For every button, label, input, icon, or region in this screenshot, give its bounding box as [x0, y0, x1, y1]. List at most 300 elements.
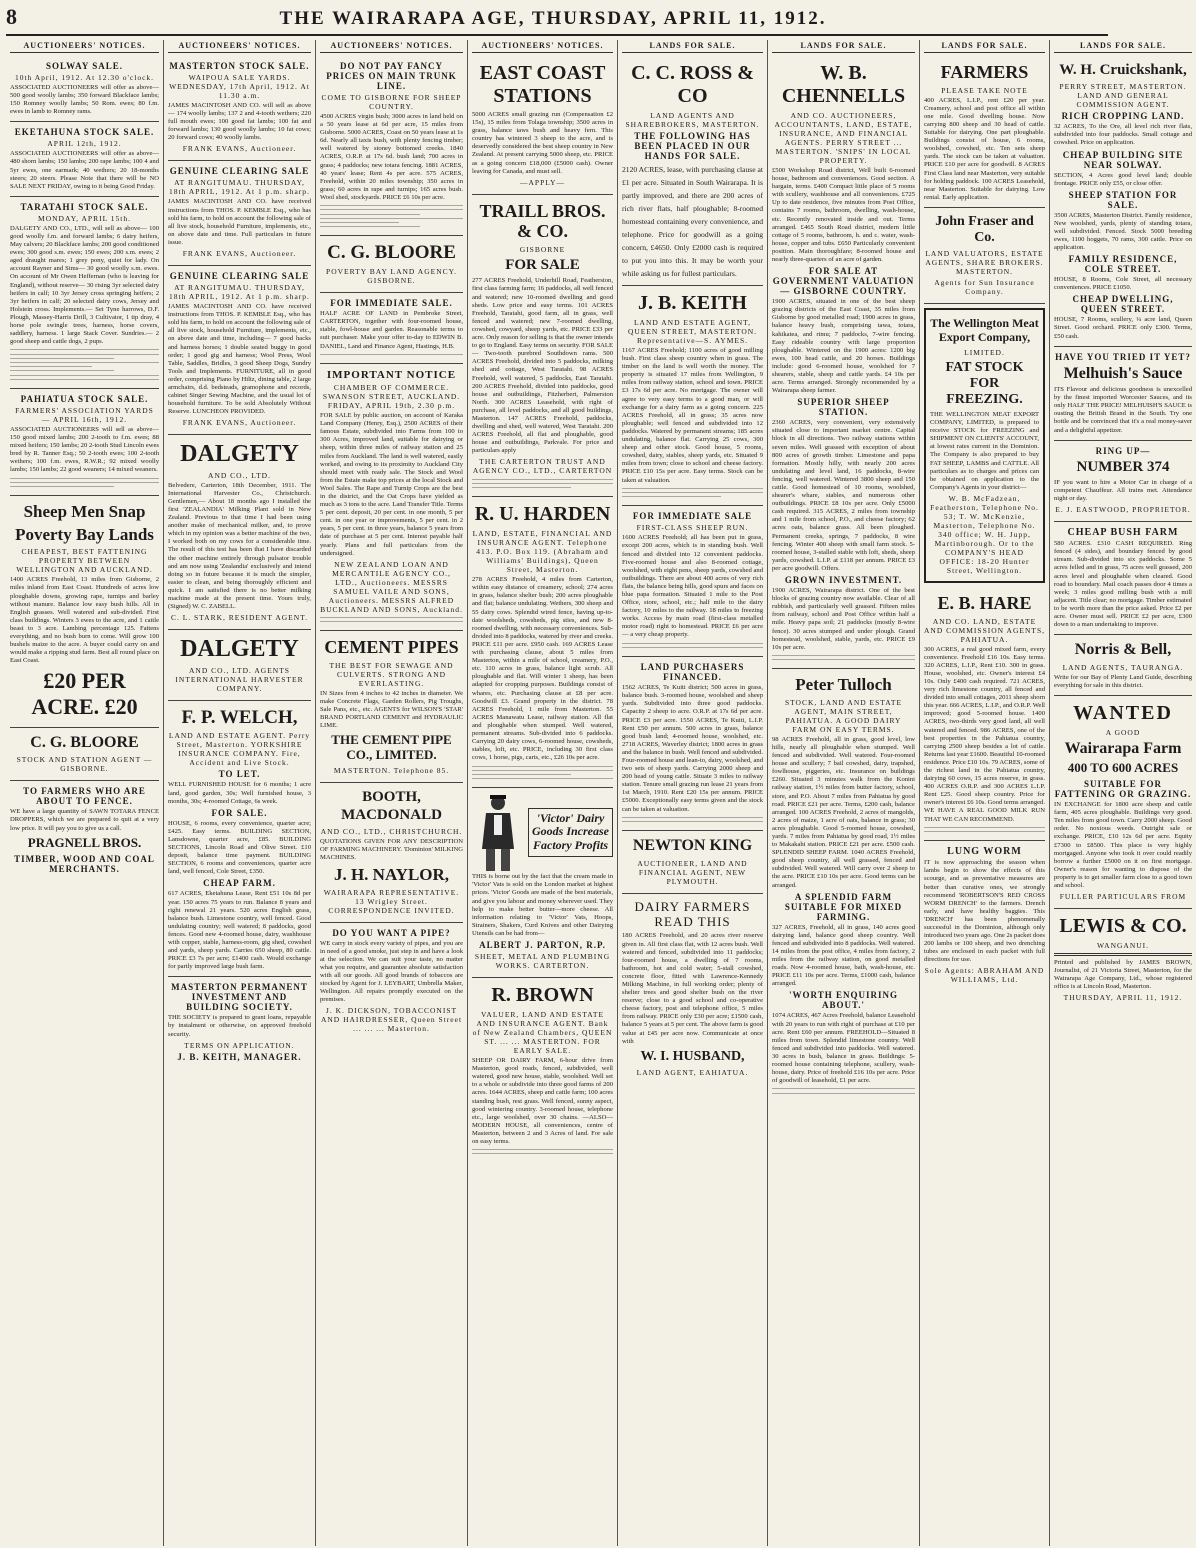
ad-body: WE have a large quantity of SAWN TOTARA FENCE DROPPERS, which we are prepared to quit at a very low price. It will pay you to give us a call. — [10, 808, 159, 832]
small-print-line — [622, 488, 763, 489]
ad-title: Sheep Men Snap — [23, 502, 146, 522]
ad-signature: MASTERTON. Telephone 85. — [333, 766, 450, 776]
ad-body: SHEEP OR DAIRY FARM, 6-hour drive from Masterton, good roads, fenced, subdivided, well watered, good new house, stable, woolshed. Well set to a whole or subdivide into three good farms of 200 acres. 1644 ACRES, sheep and cattle farm; 100 acres standing bush, rest grass. Well fenced, sunny aspect, good wintering country. 3-roomed house, telephone etc., large woolshed, over 30 chains. —ALSO— MODERN HOUSE, all conveniences, centre of Masterton, between 2 and 3 Acres of land. For sale on easy terms. — [472, 1057, 613, 1145]
small-print-line — [10, 370, 114, 371]
column-1 — [6, 40, 164, 1546]
ad-dalgety-zealandia — [168, 435, 311, 630]
ad-heading: FOR SALE AT GOVERNMENT VALUATION — GISBORNE COUNTRY. — [772, 266, 915, 297]
ad-bloore-agency — [320, 236, 463, 293]
ad-body: THE WELLINGTON MEAT EXPORT COMPANY, LIMITED, is prepared to receive STOCK for FREEZING and SHIPMENT ON CLIENTS' ACCOUNT, at lowest rates current in the Dominion. The Company is also prepared to buy FAT SHEEP, LAMBS and CATTLE. All particulars as to charges and prices can be obtained on application to the Company's Agents in your district— — [930, 410, 1039, 491]
ad-subheading: COME TO GISBORNE FOR SHEEP COUNTRY. — [321, 93, 462, 111]
ad-body: Belvedere, Carterton, 18th December, 1911. The International Harvester Co., Christchurch. Gentlemen,— About 18 months ago I installed the first 'ZEALANDIA' Milking Plant sold in New Zealand. Previous to that time I had been using another make of mechanical milker, and, to prove which in my opinion was a better machine of the two, I worked both on my cows for a considerable time. The result of this test has been that I have discarded the other machine entirely through pulsator trouble and am now using 'Zealandia' exclusively and intend doing so in future because it is much the simpler, easier to clean, and being thoroughly efficient and quick. I am satisfied there is no better milking machine made at the present time. Yours truly, (Signed) W. C. ZABELL. — [168, 481, 311, 611]
ad-heading: HAVE YOU TRIED IT YET? — [1055, 351, 1191, 362]
ad-first-class-sheep-run — [622, 506, 763, 657]
ad-masterton-stock-sale — [168, 56, 311, 161]
ad-subheading: FIRST-CLASS SHEEP RUN. — [636, 523, 749, 533]
ad-newton-king — [622, 831, 763, 893]
small-print-line — [772, 655, 915, 656]
ad-title: WANTED — [1073, 701, 1173, 724]
ad-pahiatua-sale — [10, 389, 159, 496]
ad-body: 327 ACRES, Freehold, all in grass, 140 acres good dairying land, balance good sheep country. Well fenced and subdivided into 8 paddocks. Well watered. 14 miles from the post office, 4 miles from factory, 2 miles from the railway station, on good metalled roads. Now 4-roomed house, bath, wash-house, etc. PRICE £11 10s per acre. Terms, £1000 cash, balance arranged. — [772, 923, 915, 988]
column-2 — [164, 40, 316, 1546]
text-lines — [772, 1088, 915, 1093]
ad-body: JAMES MACINTOSH AND CO. will sell as above— 174 woolly lambs; 137 2 and 4-tooth wethers; 220 full mouth ewes; 100 good fat lambs; 100 fat and forward lambs; 130 good woolly lambs; 10 fat cows; 20 forward cows; 40 woolly lambs. — [168, 102, 311, 142]
ad-subheading: AND CO., LTD., CHRISTCHURCH. — [320, 826, 463, 836]
small-print-line — [320, 205, 463, 206]
ad-title: C. G. BLOORE — [327, 242, 456, 264]
ad-heading: TARATAHI STOCK SALE. — [20, 201, 149, 212]
ad-body: JAMES MACINTOSH AND CO. have received instructions from THOS. P. KEMBLE Esq., who has sold his farm, to hold on account the following sale of all live stock, household Furniture, implements, etc., on above date and time, including— 7 good hacks and harness horses; 1 double seated buggy in good order; 1 good gig and harness; Wool Press, Wool Table, Saddles, Bridles, 3 good Sheep Dogs, Sundry Tools and Implements. FURNITURE, all in good order, comprising Piano by Hiltz, dining table, 2 large armchairs, d.d. bedsteads, gramophone and records, cabinet Singer Sewing Machine, and the usual lot of household furniture. To be sold Absolutely Without Reserve. LUNCHEON PROVIDED. — [168, 303, 311, 416]
ad-bloore-stock — [10, 728, 159, 781]
ad-signature: ALBERT J. PARTON, R.P. — [479, 940, 606, 951]
ad-body: WELL FURNISHED HOUSE for 6 months; 1 acre land, good garden, 30s; Well furnished house, 3 months, 30s; 4-roomed Cottage, 6s week. — [168, 781, 311, 805]
ad-title: W. B. CHENNELLS — [781, 62, 906, 107]
ad-subheading: TERMS ON APPLICATION. — [184, 1040, 295, 1050]
ad-heading: GENUINE CLEARING SALE — [169, 166, 310, 177]
ad-signature: J. B. KEITH, MANAGER. — [177, 1051, 302, 1062]
small-print-line — [622, 817, 763, 818]
ad-subheading: LAND AGENTS, TAURANGA. — [1062, 662, 1184, 672]
ad-heading: GROWN INVESTMENT. — [784, 575, 903, 586]
small-print-line — [320, 222, 399, 223]
ad-subheading: AND CO. LAND, ESTATE AND COMMISSION AGENTS, PAHIATUA. — [924, 616, 1045, 644]
ad-chennells — [772, 56, 915, 669]
ad-clearing-sale-1 — [168, 161, 311, 266]
ad-body: SECTION, 4 Acres good level land; double frontage. PRICE only £55, or close offer. — [1054, 171, 1192, 187]
divider — [1054, 953, 1192, 956]
ad-body: ASSOCIATED AUCTIONEERS will offer as above—500 good woolly lambs; 350 forward Blackface lambs; 150 Romney woolly lambs; 50 Rom. ewes; 80 f.m. ewes in lamb to Romney rams. — [10, 84, 159, 116]
small-print-line — [10, 379, 159, 380]
ad-traill-bros — [472, 195, 613, 497]
ad-title: 'Victor' Dairy Goods Increase Factory Profits — [528, 808, 613, 857]
small-print-line — [924, 831, 1045, 832]
ad-heading: GENUINE CLEARING SALE — [169, 271, 310, 282]
small-print-line — [622, 496, 721, 497]
small-print-line — [10, 362, 159, 363]
ad-subheading: WAIPOUA SALE YARDS. WEDNESDAY, 17th April, 1912. At 11.30 a.m. — [169, 73, 310, 100]
ad-signature: C. L. STARK, RESIDENT AGENT. — [170, 613, 309, 623]
ad-heading: A SPLENDID FARM SUITABLE FOR MIXED FARMING. — [784, 891, 903, 922]
ad-body: 1600 ACRES Freehold; all has been put in grass, except 200 acres, which is in standing bush. Well fenced and divided into 12 convenient paddocks. Five-roomed house and also 8-roomed cottage, woolshed, with eight pens, sheep yards, cowshed and outbuildings. There are about 400 acres of very rich flats, the balance being hills, good spurs and faces on blue papa formation. Situated 1 mile to the Post Office, store, school, etc.; half mile to the dairy factory, 10 miles to the railway. 18 miles to freezing works. Access by main road (first-class metalled motor road) right to homestead. PRICE £6 per acre— a very cheap property. — [622, 534, 763, 639]
ad-title: BOOTH, MACDONALD — [341, 789, 442, 823]
column-4 — [468, 40, 618, 1546]
ad-subheading: LIMITED. — [964, 347, 1005, 357]
ad-poverty-bay-lands — [10, 496, 159, 728]
ad-title: DALGETY — [180, 636, 299, 663]
ad-title: J. H. NAYLOR, — [333, 865, 450, 885]
ad-heading: CHEAP BUILDING SITE NEAR SOLWAY. — [1062, 149, 1184, 170]
small-print-line — [320, 218, 463, 219]
ad-cruickshank — [1054, 56, 1192, 347]
ad-heading: THE FOLLOWING HAS BEEN PLACED IN OUR HANDS FOR SALE. — [634, 131, 751, 161]
section-header: AUCTIONEERS' NOTICES. — [472, 40, 613, 53]
ad-lung-worm — [924, 841, 1045, 991]
small-print-line — [320, 354, 463, 355]
small-print-line — [10, 358, 114, 359]
small-print-line — [10, 478, 159, 479]
small-print-line — [622, 643, 763, 644]
ad-body: HOUSE, 7 Rooms, scullery, ¼ acre land, Queen Street. Good orchard. PRICE only £300. Terms, £50 cash. — [1054, 316, 1192, 340]
newspaper-title: THE WAIRARAPA AGE, THURSDAY, APRIL 11, 1912. — [279, 8, 827, 29]
ad-signature: E. J. EASTWOOD, PROPRIETOR. — [1055, 505, 1191, 515]
ad-title: FARMERS — [940, 62, 1029, 82]
ad-title: F. P. WELCH, — [181, 706, 298, 728]
ad-heading: FAMILY RESIDENCE, COLE STREET. — [1068, 254, 1178, 275]
ad-title: DALGETY — [180, 441, 299, 468]
ad-body: 4500 ACRES virgin bush; 3000 acres in land held on a 50 years lease at 6d per acre, 15 miles from Gisborne. 5000 ACRES, Coast on 50 years lease at 1s 6d. Nearly all taxis bush, with plenty fencing timber; well watered by stoney bottomed creeks. 1840 ACRES, O.R.P. at 17s 6d. bush land; 700 acres in grass; 4 paddocks; new totara fencing. 1881 ACRES, 40 years' lease; Rent 4s per acre. 575 ACRES, Freehold, within 20 miles township; 350 acres in grass; 60 acres in rape and turnips; 165 acres bush. Wool shed, stockyards. PRICE £6 10s per acre. — [320, 113, 463, 201]
ad-body: 277 ACRES Freehold, Underhill Road, Featherston, first class farming farm; 16 paddocks, all well fenced and watered; new 10-roomed dwelling and good sheds. Low price and easy terms. 101 ACRES Freehold, Taratahi, good farm, all in grass, well fenced and watered; new 7-roomed dwelling, cowshed, cowyard, sheep yards, etc. PRICE £33 per acre. Only reason for selling is that the owner intends to go to England. Easy terms on security. FOR SALE— Two-tooth purebred Southdown rams. 500 ACRES Freehold, divided into 5 paddocks, milking shed and cottage, West Taratahi. 98 ACRES Freehold, well watered, 5 paddocks, East Taratahi. 200 ACRES Freehold, divided into paddocks, good house and outbuildings, Fitzherbert, Palmerston North. 300 ACRES Leasehold, with right of purchase, all level paddocks, and all good buildings, Masterton. 147 ACRES Freehold, paddocks, dwelling and shed, well watered, West Taratahi. 200 ACRES Freehold, all flat and ploughable, good house and outbuildings, Parkvale. For price and particulars apply — [472, 277, 613, 455]
ad-title: John Fraser and Co. — [935, 213, 1034, 245]
ad-booth-macdonald — [320, 783, 463, 922]
ad-body: 1400 ACRES Freehold, 13 miles from Gisborne, 2 miles inland from East Coast. Hundreds of acres low ploughable downs, growing rape, turnips and barley without manure. Balance low easy bush hills. All in English grasses. Well watered and sub-divided. First class buildings. Winters 3 ewes to the acre, and 1 cattle beast to 3 acre. Lambing percentage 125. Fattens everything, and no bush burn to come. Will grow 100 bushels maize to the acre. A buyer could carry on and would make a ripping stud farm. Best all round place on East Coast. — [10, 576, 159, 665]
section-header: AUCTIONEERS' NOTICES. — [320, 40, 463, 53]
ad-signature: FRANK EVANS, Auctioneer. — [182, 418, 297, 428]
small-print-line — [10, 486, 114, 487]
ad-title: LEWIS & CO. — [1059, 915, 1187, 938]
ad-r-brown — [472, 978, 613, 1163]
small-print-line — [10, 375, 159, 376]
ad-body: 32 ACRES, To the Ore, all level rich river flats, subdivided into four paddocks. Small cottage and cowshed. Price on application. — [1054, 123, 1192, 147]
ad-keith — [622, 286, 763, 506]
ad-important-notice — [320, 364, 463, 631]
ad-subheading: MONDAY, APRIL 15th. — [38, 213, 131, 223]
column-8 — [1050, 40, 1196, 1546]
text-lines — [320, 617, 463, 622]
ad-heading: SHEEP STATION FOR SALE. — [1068, 189, 1178, 210]
ad-signature: NEW ZEALAND LOAN AND MERCANTILE AGENCY CO., LTD., Auctioneers. MESSRS SAMUEL VAILE AND SONS, Auctioneers. MESSRS ALFRED BUCKLAND AND SONS, Auckland. — [320, 559, 463, 614]
text-lines — [10, 478, 159, 487]
ad-price: £20 PER ACRE. £20 — [31, 668, 138, 719]
small-print-line — [472, 1149, 613, 1150]
ad-title: E. B. HARE — [937, 592, 1032, 613]
ad-body: IN Sizes from 4 inches to 42 inches in diameter. We make Concrete Flags, Garden Rollers, Pig Troughs, Sale Pans, etc., etc. AGENTS for WILSON'S 'STAR' BRAND PORTLAND CEMENT and HYDRAULIC LIME. — [320, 689, 463, 730]
section-header: LANDS FOR SALE. — [622, 40, 763, 53]
text-lines — [472, 479, 613, 488]
ad-heading: TO LET. — [218, 769, 261, 780]
ad-body: ASSOCIATED AUCTIONEERS will sell as above— 150 good mixed lambs; 200 2-tooth to f.m. ewes; 88 mixed heifers; 150 lambs; 20 2-tooth Stud Lincoln ewes bred by R. Tanner Esq.; 50 2-tooth ewes; 100 2-tooth wethers; 100 f.m. ewes, R.W.R.; 92 mixed woolly lambs; 150 lambs; 22 good weaners; 14 mixed weaners. — [10, 425, 159, 474]
small-print-line — [320, 617, 463, 618]
text-lines — [10, 349, 159, 379]
ad-subheading: STOCK, LAND AND ESTATE AGENT, MAIN STREET, PAHIATUA. A GOOD DAIRY FARM ON EASY TERMS. — [784, 697, 903, 734]
ad-body: JAMES MACINTOSH AND CO. have received instructions from THOS. P. KEMBLE Esq., who has sold his farm, to hold on account the following sale of all live stock, household Furniture, implements, etc., on above date and time. Full particulars in future issue. — [168, 198, 311, 246]
ad-cement-pipes — [320, 631, 463, 783]
ad-immediate-sale-carterton — [320, 293, 463, 364]
ad-peter-tulloch — [772, 669, 915, 1101]
ad-signature: FRANK EVANS, Auctioneer. — [182, 249, 297, 259]
small-print-line — [320, 621, 463, 622]
ad-company: THE CEMENT PIPE CO., LIMITED. — [331, 732, 452, 763]
small-print-line — [472, 483, 613, 484]
ad-signature: Sole Agents: ABRAHAM AND WILLIAMS, Ltd. — [924, 966, 1045, 985]
small-print-line — [924, 827, 1045, 828]
ad-gisborne-sheep-country — [320, 56, 463, 236]
small-print-line — [622, 647, 763, 648]
ad-eb-hare — [924, 587, 1045, 841]
ad-pipe-tobacconist — [320, 923, 463, 1041]
text-lines — [622, 643, 763, 648]
ad-title: Poverty Bay Lands — [15, 524, 154, 544]
ad-title: Peter Tulloch — [795, 675, 892, 695]
ad-body: 1900 ACRES, situated in one of the best sheep grazing districts of the East Coast, 35 miles from Gisborne by good metalled road; 1900 acres in grass, balance heavy bush, comprising tawa, totara, kahikatea, and rimu; 7 paddocks, 7-wire fencing. Easy rideable country with large proportion ploughable. Wintered on the 1900 acres: 1200 big ewes, 100 head cattle, and 20 horses. Buildings include: good 6-roomed house, woolshed for 7 shearers, stable, sheep and cattle yards. £4 10s per acre. Terms arranged. Strongly recommended by a Wairarapa sheep farmer. — [772, 298, 915, 395]
ad-heading: CHEAP DWELLING, QUEEN STREET. — [1072, 294, 1174, 315]
ad-motor-car-hire — [1054, 441, 1192, 523]
ad-subheading: THE BEST FOR SEWAGE AND CULVERTS. STRONG AND EVERLASTING. — [329, 660, 454, 688]
ad-heading: FOR SALE — [505, 257, 580, 274]
ad-clearing-sale-2 — [168, 266, 311, 435]
ad-body: 400 ACRES, L.I.P., rent £20 per year. Creamery, school and post office all within one mile. Good dwelling house. Now carrying 800 sheep and 30 head of cattle. Suitable for dairying. One part ploughable. Buildings consist of house, 6 rooms, woolshed, cowshed, etc. Ten sets sheep yards. The stock can be taken at valuation. PRICE £10 per acre for goodwill. 8 ACRES First Class land near Masterton, very suitable for holding paddock. 100 ACRES Leasehold, near Masterton. Suitable for dairying. Low rental. Early application. — [924, 96, 1045, 201]
ad-dalgety-harvester — [168, 630, 311, 700]
ad-heading: DO YOU WANT A PIPE? — [332, 927, 451, 938]
ad-subheading: POVERTY BAY LAND AGENCY. GISBORNE. — [326, 267, 457, 286]
text-lines — [472, 766, 613, 780]
ad-subheading: WAIRARAPA REPRESENTATIVE. 13 Wrigley Street. CORRESPONDENCE INVITED. — [323, 887, 460, 915]
ad-land-purchasers-financed — [622, 657, 763, 831]
text-lines — [622, 817, 763, 822]
ad-heading: SOLWAY SALE. — [45, 61, 124, 71]
ad-title: Norris & Bell, — [1074, 641, 1172, 659]
ad-subheading: AND CO., LTD. — [208, 470, 271, 480]
ad-subheading: GISBORNE — [519, 245, 566, 255]
ad-subheading: FARMERS' ASSOCIATION YARDS — APRIL 16th, 1912. — [15, 405, 154, 424]
small-print-line — [10, 482, 159, 483]
ad-footer: LAND AGENT, EAHIATUA. — [636, 1067, 749, 1077]
text-lines — [622, 488, 763, 497]
ad-body: £500 Workshop Road district, Well built 6-roomed house, bathroom and conveniences. Good section. A bargain, terms. £400 Compact little place of 5 rooms with scullery, washhouse and all conveniences. £725 Up to date residence, five minutes from Post Office, contains 7 rooms, bathroom, dwelling, wash-house, etc. Recently renovated inside and out. Terms arranged. £465 South Road district, modern little cottage of 5 rooms, bathroom, h. and c. water, wash-house, copper and tubs. £650 Particularly convenient position. Main thoroughfare; 8-roomed house and nearly three-quarters of an acre of garden. — [772, 167, 915, 264]
ad-heading: FOR IMMEDIATE SALE — [632, 511, 753, 522]
ad-title: NUMBER 374 — [1076, 458, 1170, 475]
ad-title: W. H. Cruickshank, — [1059, 62, 1187, 78]
ad-subheading: AND CO., LTD. AGENTS INTERNATIONAL HARVESTER COMPANY. — [175, 665, 304, 693]
ad-norris-bell — [1054, 635, 1192, 696]
imprint-date: THURSDAY, APRIL 11, 1912. — [1063, 993, 1183, 1003]
ad-signature: J. K. DICKSON, TOBACCONIST AND HAIRDRESSER, Queen Street ... ... ... Masterton. — [320, 1006, 463, 1034]
column-7 — [920, 40, 1050, 1546]
ad-body: Write for our Bay of Plenty Land Guide, describing everything for sale in this district. — [1054, 673, 1192, 689]
small-print-line — [472, 774, 571, 775]
masthead — [6, 4, 1108, 36]
ad-melhuish-sauce — [1054, 347, 1192, 441]
ad-title: TRAILL BROS. & CO. — [479, 200, 606, 242]
section-header: LANDS FOR SALE. — [924, 40, 1045, 53]
ad-body: WE carry in stock every variety of pipes, and you are in need of a good smoke, just step in and have a look at the selection. We can suit your taste, no matter what you require, and guarantee absolute satisfaction with all our goods. All good brands of tobaccos are stocked by Agent for J. LEYBART, Umbrella Maker, Wellington. All repairs promptly executed on the premises. — [320, 939, 463, 1004]
columns — [6, 40, 1192, 1546]
ad-subheading: PLEASE TAKE NOTE — [941, 85, 1028, 95]
ad-body: 1074 ACRES, 467 Acres Freehold, balance Leasehold with 20 years to run with right of purchase at £10 per acre. Rent £60 per annum. FREEHOLD—Situated 8 miles from town. Splendid limestone country. Well fenced and subdivided into paddocks. Well watered. 30 acres in bush, balance in grass. Buildings: 5-roomed house containing telephone, scullery, wash-house, dairy. Price of freehold £16 10s per acre. Price of goodwill of leasehold, £1 per acre. — [772, 1012, 915, 1085]
ad-body: 3500 ACRES, Masterton District. Family residence, New woolshed, yards, plenty of standing totara, well subdivided. Fenced. Stock 5000 breeding ewes, 1100 hoggets, 70 rams, 300 cattle. Price on application. — [1054, 211, 1192, 252]
ad-subheading: AND CO. AUCTIONEERS, ACCOUNTANTS, LAND, ESTATE, INSURANCE, AND FINANCIAL AGENTS. PERRY STREET ... MASTERTON. 'SNIPS' IN LOCAL PROPERTY. — [774, 111, 913, 165]
text-lines — [772, 655, 915, 660]
ad-title: The Wellington Meat Export Company, — [930, 316, 1039, 344]
small-print-line — [472, 487, 571, 488]
ad-heading: LUNG WORM — [947, 846, 1022, 858]
ad-body: HALF ACRE OF LAND in Pembroke Street, CARTERTON, together with four-roomed house, stable, fowl-house and garden. Reasonable terms to suit purchaser. Make your offer to-day to EDWIN B. DANIEL, Land and Finance Agent, Hastings, H.B. — [320, 310, 463, 350]
ad-heading: 'WORTH ENQUIRING ABOUT.' — [789, 990, 898, 1011]
ad-body: HOUSE, 8 Rooms, Cole Street, all necessary conveniences. PRICE £1050. — [1054, 276, 1192, 292]
ad-title: CEMENT PIPES — [324, 637, 459, 658]
ad-body: FOR SALE by public auction, on account of Karaka Land Company (Henry, Esq.), 2500 ACRES of their famous Estate, subdivided into Farms from 100 to 300 Acres, improved land, suitable for dairying or sheep, within three miles of railway station and 25 miles from Auckland. The land is well watered, easily worked, and owing to its proximity to Auckland City should meet with ready sale. The Stock and Wool from the Estate make top prices at the local Stock and Wool Sales. The Rape and Turnip Crops are the best in the district, and the Oat Crops have yielded as much as 3 tons to the acre. Land Transfer Title. Terms 5 per cent. deposit, 20 per cent. in one month, 5 per cent. in one year or improvements, 5 per cent. in 2 years, 5 per cent. in three years, balance 5 years from date of purchase at 5 per cent. Interest payable half yearly. Plans and full particulars from the undersigned. — [320, 412, 463, 557]
ad-body: 2360 ACRES, very convenient, very extensively situated close to important market centre. Capital block in all directions. Two railway stations within seven miles. Well grassed with exception of about 800 acres of growth timber. Limestone and papa formation. Mostly hilly, with nearly 200 acres undulating and level land, 16 paddocks, 8-wire fencing, well watered. Wintered 3800 sheep and 150 cattle. Good homestead of 10 rooms, woolshed, shearer's whare, stables, and numerous other outbuildings. PRICE £8 10s per acre. Only £5000 cash required. 315 ACRES, 2 miles from township and 1 mile from school, P.O., and cheese factory; 62 acres oats, balance grass. All been ploughed. Permanent creeks, springs, 7 paddocks, 8 wire fencing. Winter 400 sheep with small farm stock. 5-roomed house, 3-stalled stable with loft, sheds, sheep yards, cowshed. L.I.P. at £118 per annum. PRICE £3 per acre goodwill. Offers. — [772, 419, 915, 572]
ad-body: 580 ACRES. £310 CASH REQUIRED. Ring fenced (4 sides), and boundary fenced by good stream. Sub-divided into six paddocks. Some 5 acres felled and in grass, 75 acres well grassed, 200 acres level and ploughable when cleared. Good road to boundary. Mail coach passes door 4 times a week; 3 miles good milling bush with a mill adjacent. Title clear; no mortgage. Timber estimated to be worth more than the price asked. Price £2 per acre. Owner must sell. PRICE £2 per acre, £300 down to a man undertaking to improve. — [1054, 540, 1192, 629]
section-header: LANDS FOR SALE. — [1054, 40, 1192, 53]
ad-subheading: LAND AND ESTATE AGENT. Perry Street, Masterton. YORKSHIRE INSURANCE COMPANY. Fire, Accident and Live Stock. — [168, 731, 311, 768]
small-print-line — [10, 366, 92, 367]
small-print-line — [320, 214, 420, 215]
small-print-line — [320, 209, 463, 210]
ad-heading: LAND PURCHASERS FINANCED. — [640, 662, 745, 683]
small-print-line — [472, 1153, 613, 1154]
ad-body: 617 ACRES, Eketahuna Lease, Rent £51 10s 8d per year. 150 acres 75 years to run. Balance 8 years and right renewal 21 years. 520 acres English grass, balance bush. Limestone country, well fenced. Good undulating country; well watered; 8 paddocks, good fences. Good new 4-roomed house, dairy, washhouse with copper, stable, harness-room, gig shed, cowshed and yards, sheep yards. Carries 650 sheep, 80 cattle. PRICE £3 7s per acre; £1400 cash. Would exchange for partly improved large bush farm. — [168, 890, 311, 971]
small-print-line — [472, 766, 613, 767]
ad-signature: —APPLY— — [519, 177, 565, 187]
ad-wellington-meat-export — [924, 308, 1045, 583]
ad-heading: FOR IMMEDIATE SALE. — [330, 298, 453, 309]
ad-footer: TIMBER, WOOD AND COAL MERCHANTS. — [14, 853, 155, 874]
small-print-line — [472, 778, 613, 779]
small-print-line — [472, 770, 613, 771]
ad-signature: THE CARTERTON TRUST AND AGENCY CO., LTD., CARTERTON — [472, 457, 613, 476]
small-print-line — [10, 354, 159, 355]
ad-subheading: LAND VALUATORS, ESTATE AGENTS, SHARE BROKERS. MASTERTON. — [925, 249, 1044, 277]
ad-body: 180 ACRES Freehold, and 20 acres river reserve given in. All first class flat, with 12 acres bush. Well watered and fenced, subdivided into 11 paddocks; four-roomed house, a dwelling of 7 rooms, bathroom, hot and cold water; 5-stall cowshed, concrete floor, fitted with Lawrence-Kennedy Milking Machine, in full working order; plenty of shelter trees and good shelter bush on the river reserve; close to a good school and co-operative cheese factory, post and telephone office, 5 miles from railway. PRICE only £30 per acre; £1500 cash, balance 5 years at 5 per cent. The above farm is good value at £45 per acre now. Communicate at once with — [622, 932, 763, 1045]
column-6 — [768, 40, 920, 1546]
ad-title: DAIRY FARMERS READ THIS — [634, 898, 751, 929]
ad-body: HOUSE, 6 rooms, every convenience, quarter acre; £425. Easy terms. BUILDING SECTION, Lansdowne, quarter acre, £85. BUILDING SECTIONS, Lincoln Road and Olive Street. £10 deposit, balance time payment. BUILDING SECTION, 6 rooms and conveniences, quarter acre land, well fenced, Cole Street, £350. — [168, 819, 311, 876]
text-lines — [320, 205, 463, 227]
ad-body: DALGETY AND CO., LTD., will sell as above— 100 good woolly f.m. and forward lambs; 6 dairy heifers, May calvers; 20 Blackface lambs; 200 good conditioned ewes; 300 good s.m. ewes; 150 ewes; 200 s.m. ewes; 2 aged draught mares; 1 grey pony, quiet for lady. On account Rayner and Sims— 30 good woolly s.m. ewes. On account of Mr Owen Heffernan (who is leaving for England), without reserve— 30 rising 3yr selected dairy heifers in calf; 10 3yr Jersey cross springing heifers; 2 3yr heifers in calf; 20 selected dairy cows, Jersey and Holstein cross. Implements.— Set Tyne harrows, D.F. Plough, Massey-Harris Drill, 3 Cultivator, 1 tip dray, 4 horse pole swingle trees, harness, horse covers, saddlery, harness. 1 large Stack Cover. Sundries.— 2 good sheep and cattle dogs, 2 pups. — [10, 224, 159, 346]
ad-subheading: WANGANUI. — [1096, 941, 1150, 951]
ad-subheading: 10th April, 1912. At 12.30 o'clock. — [14, 73, 155, 82]
column-3 — [316, 40, 468, 1546]
ad-signature: FULLER PARTICULARS FROM — [1059, 892, 1187, 902]
ad-heading: PAHIATUA STOCK SALE. — [20, 393, 149, 404]
ad-subheading: SHEET, METAL AND PLUMBING WORKS. CARTERTON. — [474, 952, 611, 971]
ad-east-coast-stations — [472, 56, 613, 195]
ad-title: Wairarapa Farm — [1064, 739, 1182, 757]
ad-subheading: CHAMBER OF COMMERCE. SWANSON STREET, AUCKLAND. FRIDAY, APRIL 19th, 2.30 p.m. — [322, 383, 461, 411]
ad-subheading: PERRY STREET, MASTERTON. LAND AND GENERAL COMMISSION AGENT. — [1059, 82, 1187, 110]
ad-title: J. B. KEITH — [638, 292, 747, 314]
ad-cheap-bush-farm — [1054, 522, 1192, 635]
page-number: 8 — [6, 4, 18, 29]
ad-body: ITS Flavour and delicious goodness is unexcelled by the finest imported Worcester Sauces, and its only HALF THE PRICE! MELHUISH'S SAUCE is ousting the British Brand in the South. Try one bottle and be convinced that it's a real money-saver and a delightful appetizer. — [1054, 386, 1192, 434]
ad-title: C. C. ROSS & CO — [631, 62, 754, 107]
ad-pragnell-bros — [10, 781, 159, 880]
ad-body: 98 ACRES Freehold, all in grass, good level, low hills, nearly all ploughable when stumped. Well fenced and subdivided. Well watered. Four-roomed house and scullery; 7 bail cowshed, dairy, trapshed, fowlhouse, piggeries, etc. Insurance on buildings £260. Situated 3 minutes walk from the Konini railway station, 1½ miles from butter factory, school, store, and P.O. About 7 miles from Pahiatua by good road. PRICE £21 per acre. Terms, £200 cash, balance arranged. 100 ACRES Freehold, 2 acres of mangolds, 2 acres of maize, 1 acre of oats, balance in grass; 30 acres ploughable. Good 5-roomed house, cowshed, yards. 7 miles from Pahiatua by good road, 1½ miles to Makakahi station. PRICE £21 per acre. £500 cash. SPLENDID SHEEP FARM. 1040 ACRES Freehold, good sheep country, all well grassed, fenced and subdivided. Well watered. Will carry over 2 sheep to the acre. PRICE £10 10s per acre. Good terms can be arranged. — [772, 735, 915, 889]
column-5 — [618, 40, 768, 1546]
ad-heading: SUITABLE FOR FATTENING OR GRAZING. — [1054, 779, 1192, 800]
ad-subheading: AT RANGITUMAU. THURSDAY, 18th APRIL, 1912. At 1 p.m. sharp. — [169, 178, 310, 197]
ad-subheading: STOCK AND STATION AGENT — GISBORNE. — [16, 755, 153, 774]
ad-heading: EKETAHUNA STOCK SALE. — [14, 127, 155, 138]
ad-body: IT is now approaching the season when lambs begin to show the effects of this scourge, and as preventative measures are better than curative ones, we strongly recommend 'ROBERTSON'S RED CROSS WORM DRENCH' to the farmers. Drench early, and have healthy baggies. This 'DRENCH' has been phenomenally successful in the Dominion, although only introduced two years ago. One 2s packet does 200 lambs or 100 sheep, and two drenching tubes are enclosed in each packet with full directions for use. — [924, 859, 1045, 964]
ad-subheading: AT RANGITUMAU. THURSDAY, 18th APRIL, 1912. At 1 p.m. sharp. — [169, 283, 310, 302]
imprint: Printed and published by JAMES BROWN, Journalist, of 21 Victoria Street, Masterton, for the Wairarapa Age Company, Ltd., whose registered office is at Lincoln Road, Masterton. — [1054, 959, 1192, 991]
text-lines — [924, 827, 1045, 832]
ad-john-fraser — [924, 208, 1045, 304]
ad-title: 400 TO 600 ACRES — [1067, 760, 1179, 776]
ad-heading: FOR SALE. — [211, 807, 268, 818]
text-lines — [472, 1149, 613, 1154]
small-print-line — [472, 479, 613, 480]
ad-body: THE SOCIETY is prepared to grant loans, repayable by instalment or otherwise, on approved freehold security. — [168, 1014, 311, 1038]
ad-lewis-and-co — [1054, 909, 1192, 1009]
ad-body: QUOTATIONS GIVEN FOR ANY DESCRIPTION OF FARMING MACHINERY. 'Dominion' MILKING MACHINES. — [320, 837, 463, 861]
ad-signature: W. I. HUSBAND, — [640, 1048, 745, 1064]
ad-subheading: APRIL 12th, 1912. — [47, 139, 122, 149]
ad-title: NEWTON KING — [632, 837, 753, 855]
small-print-line — [772, 1088, 915, 1089]
ad-body: IN EXCHANGE for 1800 acre sheep and cattle farm, 405 acres ploughable. Buildings very good. Ten miles from good town. Carry 2000 sheep. Good order. No noxious weeds. Outright sale or exchange. PRICE, £10 12s 6d per acre. Equity £7300 to £8500. This place is very highly mortgaged. Anyone who took it over could readily borrow a further £5000 on it on first mortgage. Owner's reason for wanting to dispose of the property is to get smaller farm close to a good town and school. — [1054, 801, 1192, 890]
ad-body: 1167 ACRES Freehold; 1100 acres of good milling bush. First class sheep country when in grass. The timber on the land is well worth the money. The property is situated 17 miles from Wellington, 9 miles from railway station, school and town. PRICE £3 17s 6d per acre. No mortgage. The owner will agree to very easy terms to a good man, or will exchange for a dairy farm as a going concern. 225 ACRES Freehold, all in grass; 35 acres now ploughable; well fenced and subdivided into 12 paddocks. Watered by permanent streams; 185 acres undulating, balance flat. Carrying 25 cows, 300 sheep and other stock. Good house, 5 rooms, cowshed, dairy, stables, sheep yards, etc. Situated 9 miles from town; close to school and cheese factory. PRICE £10 15s per acre. Easy terms. Stock can be taken at valuation. — [622, 347, 763, 484]
ad-heading: CHEAP BUSH FARM — [1067, 527, 1179, 539]
ad-title: EAST COAST STATIONS — [479, 62, 606, 107]
ad-wanted-farm — [1054, 696, 1192, 909]
small-print-line — [320, 226, 420, 227]
ad-subheading: LAND, ESTATE, FINANCIAL AND INSURANCE AGENT. Telephone 413. P.O. Box 119. (Abraham and Williams' Buildings), Queen Street, Masterton. — [472, 529, 613, 575]
section-header: AUCTIONEERS' NOTICES. — [10, 40, 159, 53]
ad-body: 5000 ACRES small grazing run (Compensation £2 15s), 15 miles from Tolaga township; 3500 acres in grass, balance taws bush and heavy fern. This country has wintered 3 sheep to the acre, and is deservedly considered the best sheep country in New Zealand. At present carrying 5000 sheep, etc. PRICE as a going concern £18,000 (£5000 cash). Owner leaving for Canada, and must sell. — [472, 111, 613, 175]
ad-body: 1900 ACRES, Wairarapa district. One of the best blocks of grazing country now available. Clear of all rubbish, and particularly well grassed. Fifteen miles from railway, school and Post Office within half a mile. Heavy papa soil; 21 paddocks (mostly 8-wire fence). 30 acres stumped and under plough. Grand homestead, woolshed, stable, yards, etc. PRICE £9 10s per acre. — [772, 587, 915, 651]
section-header: LANDS FOR SALE. — [772, 40, 915, 53]
ad-body: IF you want to hire a Motor Car in charge of a competent Chauffeur. All trains met. Attendance night or day. — [1054, 478, 1192, 503]
ad-taratahi-sale — [10, 197, 159, 389]
ad-body: ASSOCIATED AUCTIONEERS will offer as above—480 shorn lambs; 150 lambs; 200 rape lambs; 100 4 and 5yr ewes, one earmark; 40 wethers; 20 18-months steers; 20 steers. Please Note that there will be NO SALE NEXT FRIDAY, owing to it being Good Friday. — [10, 150, 159, 190]
ad-body: 1562 ACRES, Te Kuiti district; 500 acres in grass, balance bush. 3-roomed house, woolshed and sheep yards. Subdivided into three good paddocks. Capacity 2 sheep to acre. O.R.P. at 17s 6d per acre. PRICE £3 per acre. 1550 ACRES, Te Kuiti, L.I.P. Rent £50 per annum. 500 acres in grass, balance good bush land; 4-roomed house, woolshed, etc. 2718 ACRES, Waverley district; 1800 acres in grass and the balance in bush. Well fenced and subdivided. Four-roomed house and lean-to, dairy, woolshed, and two sets of sheep yards. Carrying 2000 sheep and 200 head of young cattle. Situate 3 miles to railway station. Tenure small grazing run lease 21 years from 1st March, 1910. Rent £20 15s per annum. PRICE £5000. Exceptionally easy terms given and the stock can be taken at valuation. — [622, 684, 763, 813]
ad-heading: SUPERIOR SHEEP STATION. — [797, 397, 890, 418]
small-print-line — [622, 821, 763, 822]
ad-heading: CHEAP FARM. — [203, 878, 276, 889]
ad-subheading: VALUER, LAND AND ESTATE AND INSURANCE AGENT. Bank of New Zealand Chambers, QUEEN ST. ... ... MASTERTON. FOR EARLY SALE. — [472, 1010, 613, 1056]
ad-body: 300 ACRES, a real good mixed farm, every convenience. Freehold £16 10s. Easy terms. 320 ACRES, L.I.P., Rent £10. 300 in grass. House, woolshed, etc. Owner's interest £4 10s. Only £400 cash required. 721 ACRES, very rich limestone country, all fenced and divided into small cottages, 2011 sheep shorn this year. 666 ACRES, L.I.P., and O.R.P. Well improved; good 5-roomed house. 1400 ACRES, two-thirds very good land, all well watered and fenced. 986 ACRES, one of the best properties in the Pahiatua country, carrying 2500 sheep besides a lot of cattle. Returns last year £1600. Beautiful 10-roomed residence. Price £10 10s. 79 ACRES, some of the richest land in the Pahiatua country, dairying 60 cows, 15 acres reserve, in grass. 400 ACRES O.R.P. and 300 ACRES L.I.P. Rent £25. Good sheep country. Price for owner's interest £6 10s. Good terms arranged. WE HAVE A REAL GOOD MILK RUN THAT WE CAN RECOMMEND. — [924, 645, 1045, 823]
ad-subheading: A GOOD — [1105, 727, 1141, 737]
ad-title: Melhuish's Sauce — [1063, 364, 1183, 382]
ad-harden — [472, 497, 613, 788]
ad-heading: DO NOT PAY FANCY PRICES ON MAIN TRUNK LINE. — [326, 61, 457, 91]
ad-body: THIS is borne out by the fact that the cream made in 'Victor' Vats is sold on the London market at highest prices. 'Victor' Goods are made of the best materials, and give you labour and money wherever used. They help to make better butter—more cheese. All information relating to 'Victor' Vats, Hoops, Strainers, Shakers, Curd Knives and other Dairying Utensils can be had from— — [472, 873, 613, 937]
ad-subheading: LAND AND ESTATE AGENT, QUEEN STREET, MASTERTON. Representative—S. AYMES. — [627, 318, 758, 345]
ad-heading: RICH CROPPING LAND. — [1061, 111, 1185, 122]
ad-farmers-take-note — [924, 56, 1045, 208]
ad-signature: FRANK EVANS, Auctioneer. — [182, 144, 297, 154]
ad-body: 278 ACRES Freehold, 4 miles from Carterton, within easy distance of creamery, school; 274 acres in grass, balance shelter bush; 200 acres ploughable and flat; balance undulating. Wethers, 300 sheep and 55 dairy cows. Splendid wired fence, having up-to-date woolsheds, cowsheds, pig sties, and new 8-roomed dwelling, with necessary conveniences. Sub-divided into 8 paddocks, watered by river and creeks. PRICE £11 per acre. £950 cash. 169 ACRES Lease with purchasing clause, about 5 miles from Masterton, within a mile of school, creamery, P.O., etc. 110 acres in grass, balance light scrub. All ploughable and flat. Will winter 1 sheep, has been adapted for cropping purposes. Buildings consist of whares, etc. Purchasing clause at £8 per acre. Goodwill £3. Grand property in the district. 78 ACRES Freehold, 1 mile from Masterton. 55 ACRES Manawatu Lease, railway station. All flat and ploughable when stumped. Well watered, permanent streams. Sub-divided into 6 paddocks. Carrying 20 dairy cows, 6-roomed house, cowsheds, stables, loft, etc. PRICE, including 30 first class cows, 1 horse, pigs, carts, etc., £26 10s per acre. — [472, 576, 613, 762]
ad-dairy-farmers — [622, 894, 763, 1084]
small-print-line — [622, 492, 763, 493]
ad-ross-and-co — [622, 56, 763, 286]
small-print-line — [10, 349, 159, 350]
small-print-line — [772, 659, 915, 660]
ad-heading: MASTERTON STOCK SALE. — [169, 61, 310, 71]
ad-heading: RING UP— — [1095, 445, 1151, 456]
ad-victor-dairy — [472, 788, 613, 978]
ad-subheading: CHEAPEST, BEST FATTENING PROPERTY BETWEEN WELLINGTON AND AUCKLAND. — [16, 547, 153, 575]
ad-signature: W. B. McFadzean, Featherston, Telephone No. 53; T. W. McKenzie, Masterton, Telephone No. 340 office; W. H. Jupp, Martinborough. Or to the COMPANY'S HEAD OFFICE: 18-20 Hunter Street, Wellington. — [930, 493, 1039, 575]
ad-subheading: LAND AGENTS AND SHAREBROKERS, MASTERTON. — [625, 111, 760, 129]
ad-title: C. G. BLOORE — [30, 733, 139, 751]
ad-signature: PRAGNELL BROS. — [27, 834, 142, 850]
ad-heading: TO FARMERS WHO ARE ABOUT TO FENCE. — [23, 786, 146, 807]
ad-title: R. U. HARDEN — [474, 503, 611, 526]
ad-building-society — [168, 977, 311, 1068]
dairyman-illustration-icon — [472, 791, 524, 873]
ad-welch — [168, 701, 311, 978]
ad-footer: Agents for Sun Insurance Company. — [934, 278, 1035, 297]
ad-eketahuna-sale — [10, 122, 159, 196]
ad-heading: IMPORTANT NOTICE — [326, 369, 457, 382]
ad-solway-sale — [10, 56, 159, 122]
text-lines — [320, 354, 463, 355]
ad-subheading: AUCTIONEER, LAND AND FINANCIAL AGENT, NEW PLYMOUTH. — [637, 858, 748, 886]
ad-title: R. BROWN — [491, 984, 594, 1007]
